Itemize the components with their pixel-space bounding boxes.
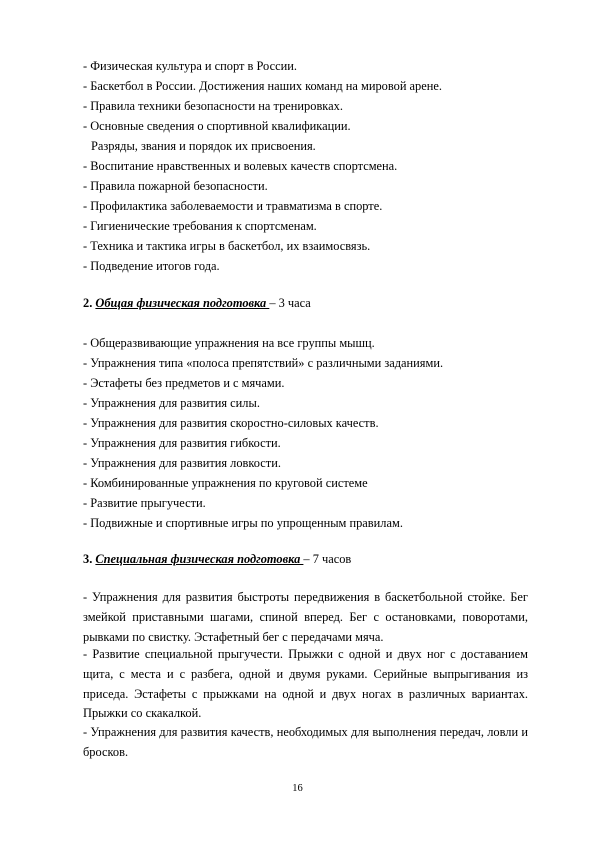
list-item: - Упражнения для развития скоростно-силовых качеств.	[83, 416, 379, 430]
list-item: - Профилактика заболеваемости и травматизма в спорте.	[83, 199, 383, 213]
list-item: - Упражнения для развития ловкости.	[83, 456, 281, 470]
list-item: - Правила пожарной безопасности.	[83, 179, 268, 193]
list-item: - Упражнения для развития силы.	[83, 396, 260, 410]
list-item: - Техника и тактика игры в баскетбол, их взаимосвязь.	[83, 239, 371, 253]
paragraph: - Упражнения для развития качеств, необходимых для выполнения передач, ловли и бросков.	[83, 725, 528, 759]
paragraph: - Развитие специальной прыгучести. Прыжки с одной и двух ног с доставанием щита, с места и с разбега, одной и двумя руками. Серийные выпрыгивания из приседа. Эстафеты с прыжками на одной и двух ногах в различных вариантах. Прыжки со скакалкой.	[83, 647, 528, 721]
list-item: - Подведение итогов года.	[83, 259, 220, 273]
list-item: - Эстафеты без предметов и с мячами.	[83, 376, 285, 390]
list-item: - Упражнения типа «полоса препятствий» с различными заданиями.	[83, 356, 444, 370]
section-number: 3.	[83, 552, 93, 566]
list-item: - Правила техники безопасности на тренировках.	[83, 99, 343, 113]
list-item: - Общеразвивающие упражнения на все группы мышц.	[83, 336, 375, 350]
section-duration: – 7 часов	[303, 552, 352, 566]
list-item-continuation: Разряды, звания и порядок их присвоения.	[91, 139, 316, 153]
paragraph: - Упражнения для развития быстроты передвижения в баскетбольной стойке. Бег змейкой приставными шагами, спиной вперед. Бег с остановками, поворотами, рывками по свистку. Эстафетный бег с передачами мяча.	[83, 590, 528, 644]
list-item: - Подвижные и спортивные игры по упрощенным правилам.	[83, 516, 403, 530]
list-item: - Основные сведения о спортивной квалификации.	[83, 119, 351, 133]
list-item: - Комбинированные упражнения по круговой системе	[83, 476, 368, 490]
list-item: - Развитие прыгучести.	[83, 496, 206, 510]
list-item: - Баскетбол в России. Достижения наших команд на мировой арене.	[83, 79, 442, 93]
section-number: 2.	[83, 296, 93, 310]
section-heading-special-training	[83, 551, 351, 567]
list-item: - Воспитание нравственных и волевых качеств спортсмена.	[83, 159, 398, 173]
list-item: - Гигиенические требования к спортсменам.	[83, 219, 317, 233]
section-title: Общая физическая подготовка	[95, 296, 270, 310]
list-item: - Физическая культура и спорт в России.	[83, 59, 297, 73]
list-item: - Упражнения для развития гибкости.	[83, 436, 281, 450]
section-title: Специальная физическая подготовка	[95, 552, 304, 566]
section-heading-general-training	[83, 295, 311, 311]
section-duration: – 3 часа	[269, 296, 311, 310]
page-number: 16	[292, 783, 303, 794]
